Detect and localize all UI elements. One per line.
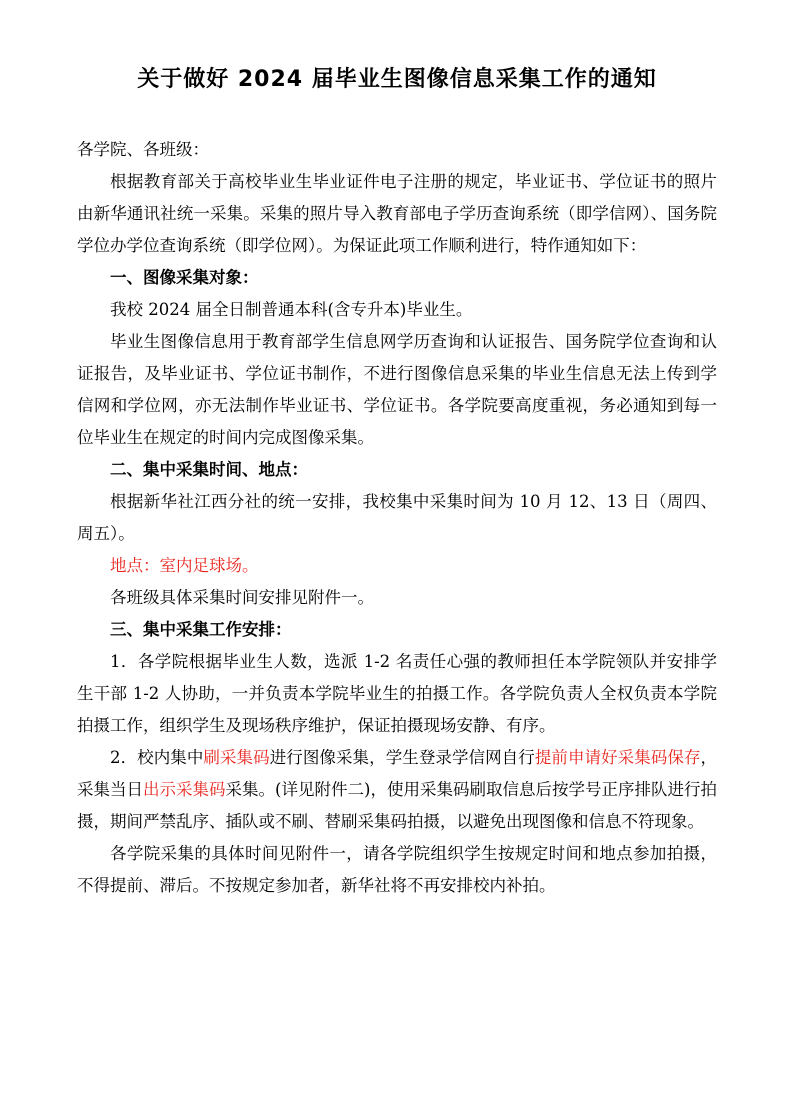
intro-paragraph: 根据教育部关于高校毕业生毕业证件电子注册的规定，毕业证书、学位证书的照片由新华通讯社统一采集。采集的照片导入教育部电子学历查询系统（即学信网）、国务院学位办学位查询系统（即学位网）。为保证此项工作顺利进行，特作通知如下： (77, 172, 717, 255)
section-3-item-2 (77, 742, 717, 838)
item-2-text-3: ，采集当日 (77, 748, 718, 799)
section-2-paragraph-1: 根据新华社江西分社的统一安排，我校集中采集时间为 10 月 12、13 日（周四、周五）。 (77, 492, 717, 543)
section-3-heading: 三、集中采集工作安排： (110, 620, 292, 639)
document-body (77, 134, 717, 902)
item-2-highlight-show-code: 出示采集码 (143, 780, 226, 799)
salutation: 各学院、各班级： (77, 140, 209, 159)
item-2-text-2: 进行图像采集，学生登录学信网自行 (269, 748, 535, 767)
section-2-heading: 二、集中采集时间、地点： (110, 460, 308, 479)
location-line: 地点：室内足球场。 (110, 556, 259, 575)
section-1-paragraph-2: 毕业生图像信息用于教育部学生信息网学历查询和认证报告、国务院学位查询和认证报告，及毕业证书、学位证书制作，不进行图像信息采集的毕业生信息无法上传到学信网和学位网，亦无法制作毕业证书、学位证书。各学院要高度重视，务必通知到每一位毕业生在规定的时间内完成图像采集。 (77, 332, 717, 447)
section-2-paragraph-2: 各班级具体采集时间安排见附件一。 (110, 588, 374, 607)
section-3-closing-paragraph: 各学院采集的具体时间见附件一，请各学院组织学生按规定时间和地点参加拍摄，不得提前、滞后。不按规定参加者，新华社将不再安排校内补拍。 (77, 844, 717, 895)
section-1-paragraph-1: 我校 2024 届全日制普通本科(含专升本)毕业生。 (110, 300, 473, 319)
document-title: 关于做好 2024 届毕业生图像信息采集工作的通知 (137, 67, 657, 92)
item-2-text-1: 2．校内集中 (110, 748, 204, 767)
section-3-item-1: 1．各学院根据毕业生人数，选派 1-2 名责任心强的教师担任本学院领队并安排学生干部 1-2 人协助，一并负责本学院毕业生的拍摄工作。各学院负责人全权负责本学院拍摄工作，组织学生及现场秩序维护，保证拍摄现场安静、有序。 (77, 652, 717, 735)
section-1-heading: 一、图像采集对象： (110, 268, 259, 287)
item-2-highlight-apply-code: 提前申请好采集码保存 (534, 748, 701, 767)
item-2-highlight-scan-code: 刷采集码 (203, 748, 270, 767)
item-2-text-4: 采集。(详见附件二)，使用采集码刷取信息后按学号正序排队进行拍摄，期间严禁乱序、插队或不刷、替刷采集码拍摄，以避免出现图像和信息不符现象。 (77, 780, 718, 831)
